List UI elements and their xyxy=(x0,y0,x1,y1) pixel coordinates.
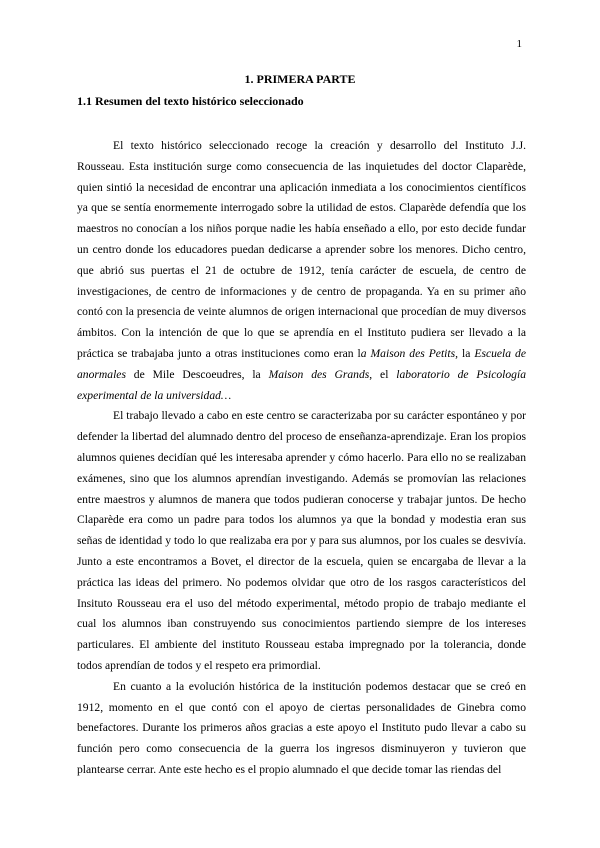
paragraph-1-text: El texto histórico seleccionado recoge la creación y desarrollo del Instituto J.J. Rousseau. Esta institución surge como consecuencia de las inquietudes del doctor Claparède, quien sintió la necesidad de encontrar una aplicación inmediata a los conocimientos científicos ya que se sentía enormemente interrogado sobre la utilidad de estos. Claparède defendía que los maestros no conocían a los niños porque nadie les había enseñado a ello, por esto decide fundar un centro donde los educadores puedan dedicarse a aprender sobre los menores. Dicho centro, que abrió sus puertas el 21 de octubre de 1912, tenía carácter de escuela, de centro de investigaciones, de centro de informaciones y de centro de propaganda. Ya en su primer año contó con la presencia de veinte alumnos de origen internacional que procedían de muy diversos ámbitos. Con la intención de que lo que se aprendía en el Instituto pudiera ser llevado a la práctica se trabajaba junto a otras instituciones como eran l xyxy=(77,139,526,360)
document-body xyxy=(77,136,526,781)
paragraph-3: En cuanto a la evolución histórica de la institución podemos destacar que se creó en 1912, momento en el que contó con el apoyo de ciertas personalidades de Ginebra como benefactores. Durante los primeros años gracias a este apoyo el Instituto pudo llevar a cabo su función pero como consecuencia de la guerra los ingresos disminuyeron y tuvieron que plantearse cerrar. Ante este hecho es el propio alumnado el que decide tomar las riendas del xyxy=(77,679,526,776)
italic-maison-des-grands: Maison des Grands xyxy=(268,367,370,381)
page-number: 1 xyxy=(516,38,522,50)
paragraph-1-text-4: , el xyxy=(369,367,397,381)
italic-escuela-de-anormales: Escuela de anormales xyxy=(77,346,527,381)
italic-laboratorio: laboratorio de Psicología experimental de la universidad… xyxy=(77,367,526,402)
italic-maison-des-petits: a Maison des Petits, xyxy=(360,346,459,360)
paragraph-2: El trabajo llevado a cabo en este centro se caracterizaba por su carácter espontáneo y por defender la libertad del alumnado dentro del proceso de enseñanza-aprendizaje. Eran los propios alumnos quienes decidían qué les interesaba aprender y cómo hacerlo. Para ello no se realizaban exámenes, sino que los alumnos aprendían investigando. Además se promovían las relaciones entre maestros y alumnos de manera que todos pudieran conocerse y trabajar juntos. De hecho Claparède era como un padre para todos los alumnos ya que la bondad y modestia eran sus señas de identidad y todo lo que realizaba era por y para sus alumnos, por los cuales se desvivía. Junto a este encontramos a Bovet, el director de la escuela, quien se encargaba de llevar a la práctica las ideas del primero. No podemos olvidar que otro de los rasgos característicos del Insituto Rousseau era el uso del método experimental, método propio de trabajo mediante el cual los alumnos iban construyendo sus conocimientos partiendo siempre de los intereses particulares. El ambiente del instituto Rousseau estaba impregnado por la tolerancia, donde todos aprendían de todos y el respeto era primordial. xyxy=(77,409,526,672)
section-heading: 1. PRIMERA PARTE xyxy=(244,72,356,86)
subsection-heading: 1.1 Resumen del texto histórico seleccionado xyxy=(77,94,304,108)
paragraph-1-text-2: la xyxy=(458,346,475,360)
paragraph-1-text-3: de Mile Descoeudres, la xyxy=(125,367,269,381)
paragraph-1 xyxy=(77,136,526,406)
